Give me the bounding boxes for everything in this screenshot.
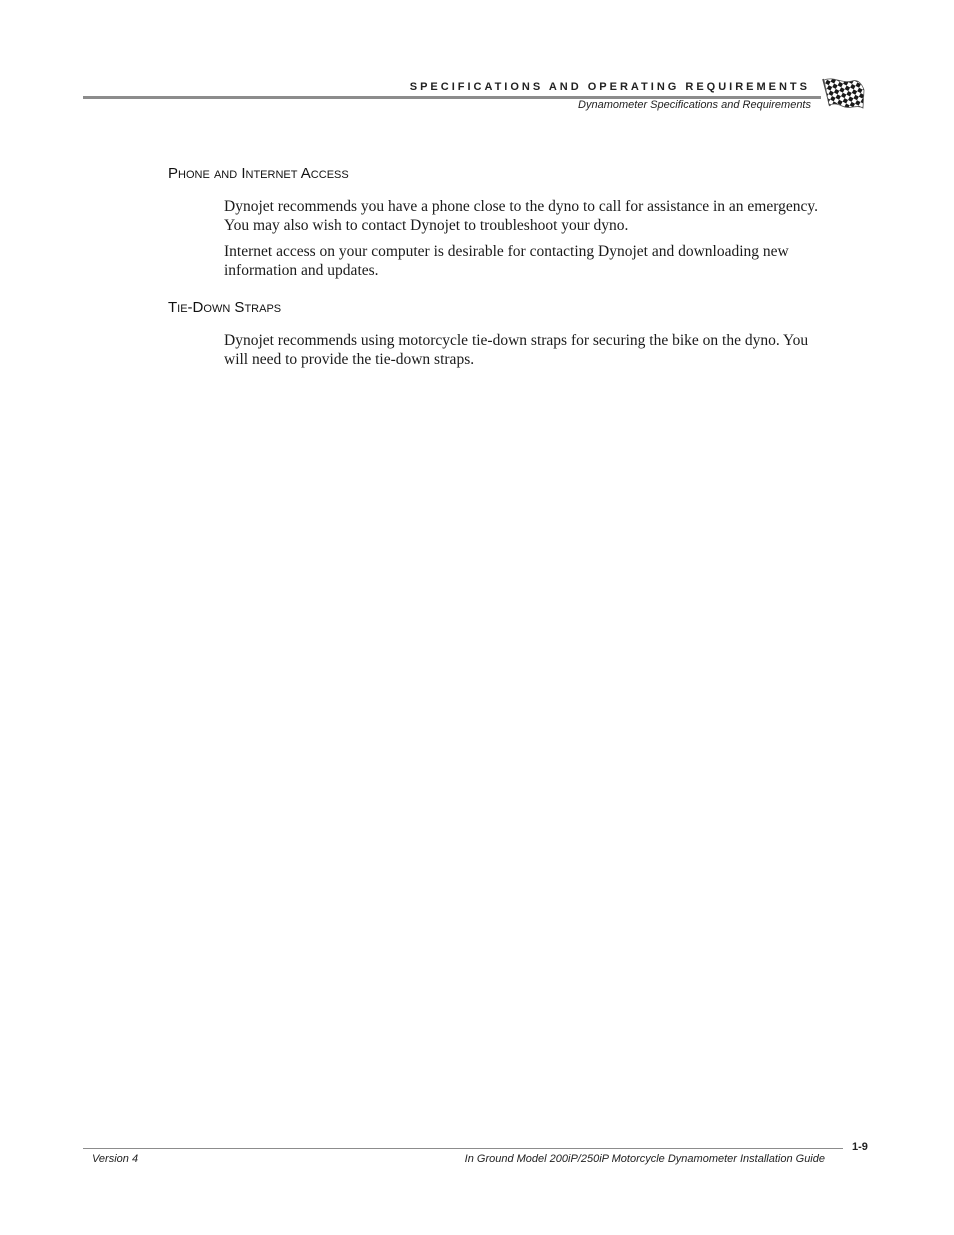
guide-title: In Ground Model 200iP/250iP Motorcycle Dynamometer Installation Guide — [464, 1153, 825, 1165]
section-subtitle: Dynamometer Specifications and Requirements — [578, 99, 811, 111]
page-number: 1-9 — [852, 1141, 868, 1153]
paragraph: Internet access on your computer is desirable for contacting Dynojet and downloading new information and updates. — [224, 243, 789, 279]
checkered-flag-icon — [820, 76, 866, 116]
version-label: Version 4 — [92, 1153, 139, 1165]
section-heading-phone-internet: Phone and Internet Access — [168, 165, 349, 182]
paragraph: Dynojet recommends you have a phone close to the dyno to call for assistance in an emergency. You may also wish to contact Dynojet to troubleshoot your dyno. — [224, 198, 818, 234]
chapter-title: SPECIFICATIONS AND OPERATING REQUIREMENTS — [409, 81, 810, 93]
paragraph: Dynojet recommends using motorcycle tie-down straps for securing the bike on the dyno. You will need to provide the tie-down straps. — [224, 332, 809, 368]
footer-rule — [83, 1148, 843, 1149]
section-heading-tie-down-straps: Tie-Down Straps — [168, 299, 282, 316]
